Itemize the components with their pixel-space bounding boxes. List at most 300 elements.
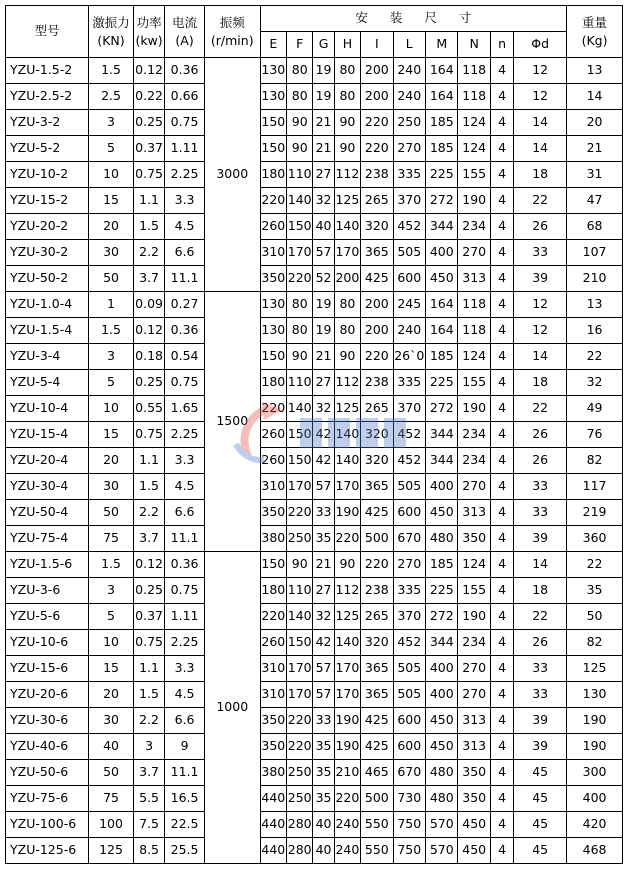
value-cell: 500 — [361, 786, 393, 812]
value-cell: 15 — [89, 656, 134, 682]
value-cell: 4 — [490, 84, 513, 110]
value-cell: 4 — [490, 58, 513, 84]
model-cell: YZU-15-4 — [6, 422, 89, 448]
value-cell: 140 — [334, 214, 360, 240]
value-cell: 90 — [334, 552, 360, 578]
value-cell: 270 — [458, 682, 490, 708]
value-cell: 219 — [567, 500, 623, 526]
value-cell: 180 — [260, 578, 286, 604]
value-cell: 0.75 — [133, 162, 164, 188]
value-cell: 90 — [334, 344, 360, 370]
value-cell: 164 — [426, 292, 458, 318]
value-cell: 220 — [260, 188, 286, 214]
value-cell: 1.5 — [89, 552, 134, 578]
value-cell: 57 — [313, 656, 334, 682]
value-cell: 200 — [361, 58, 393, 84]
value-cell: 4 — [490, 396, 513, 422]
value-cell: 75 — [89, 786, 134, 812]
value-cell: 170 — [287, 656, 313, 682]
value-cell: 1.11 — [165, 604, 205, 630]
value-cell: 124 — [458, 552, 490, 578]
value-cell: 164 — [426, 84, 458, 110]
value-cell: 0.75 — [165, 578, 205, 604]
value-cell: 20 — [89, 682, 134, 708]
value-cell: 0.12 — [133, 552, 164, 578]
value-cell: 19 — [313, 84, 334, 110]
value-cell: 190 — [334, 708, 360, 734]
value-cell: 80 — [287, 58, 313, 84]
value-cell: 0.36 — [165, 318, 205, 344]
value-cell: 170 — [334, 240, 360, 266]
value-cell: 450 — [426, 500, 458, 526]
value-cell: 27 — [313, 578, 334, 604]
model-cell: YZU-20-2 — [6, 214, 89, 240]
value-cell: 9 — [165, 734, 205, 760]
value-cell: 26 — [514, 448, 567, 474]
value-cell: 13 — [567, 58, 623, 84]
value-cell: 15 — [89, 422, 134, 448]
value-cell: 3.7 — [133, 526, 164, 552]
value-cell: 12 — [514, 292, 567, 318]
value-cell: 0.37 — [133, 136, 164, 162]
spec-table — [5, 5, 623, 864]
value-cell: 220 — [287, 734, 313, 760]
value-cell: 450 — [426, 708, 458, 734]
value-cell: 12 — [514, 318, 567, 344]
value-cell: 16 — [567, 318, 623, 344]
value-cell: 3.3 — [165, 188, 205, 214]
table-row — [6, 474, 623, 500]
value-cell: 80 — [334, 318, 360, 344]
value-cell: 42 — [313, 630, 334, 656]
value-cell: 2.2 — [133, 240, 164, 266]
value-cell: 365 — [361, 656, 393, 682]
model-cell: YZU-10-6 — [6, 630, 89, 656]
value-cell: 90 — [334, 110, 360, 136]
value-cell: 0.27 — [165, 292, 205, 318]
value-cell: 4 — [490, 422, 513, 448]
value-cell: 0.09 — [133, 292, 164, 318]
value-cell: 272 — [426, 188, 458, 214]
value-cell: 0.36 — [165, 58, 205, 84]
value-cell: 18 — [514, 370, 567, 396]
table-row — [6, 630, 623, 656]
value-cell: 260 — [260, 630, 286, 656]
value-cell: 370 — [393, 188, 425, 214]
value-cell: 2.5 — [89, 84, 134, 110]
value-cell: 670 — [393, 526, 425, 552]
power-header: 功率 (kw) — [133, 6, 164, 58]
value-cell: 68 — [567, 214, 623, 240]
header-row-1 — [6, 6, 623, 32]
value-cell: 190 — [458, 396, 490, 422]
value-cell: 11.1 — [165, 760, 205, 786]
value-cell: 14 — [514, 136, 567, 162]
value-cell: 19 — [313, 318, 334, 344]
value-cell: 170 — [334, 682, 360, 708]
model-cell: YZU-125-6 — [6, 838, 89, 864]
value-cell: 270 — [393, 136, 425, 162]
value-cell: 80 — [334, 292, 360, 318]
value-cell: 112 — [334, 578, 360, 604]
value-cell: 220 — [361, 136, 393, 162]
value-cell: 425 — [361, 500, 393, 526]
value-cell: 505 — [393, 240, 425, 266]
value-cell: 150 — [287, 422, 313, 448]
model-header: 型号 — [6, 6, 89, 58]
value-cell: 240 — [393, 84, 425, 110]
value-cell: 35 — [313, 734, 334, 760]
value-cell: 440 — [260, 812, 286, 838]
value-cell: 82 — [567, 448, 623, 474]
dim-header: L — [393, 32, 425, 58]
value-cell: 140 — [287, 188, 313, 214]
value-cell: 344 — [426, 448, 458, 474]
value-cell: 240 — [334, 838, 360, 864]
freq-cell: 3000 — [204, 58, 260, 292]
value-cell: 110 — [287, 578, 313, 604]
value-cell: 320 — [361, 448, 393, 474]
value-cell: 200 — [361, 292, 393, 318]
value-cell: 3 — [89, 344, 134, 370]
value-cell: 13 — [567, 292, 623, 318]
value-cell: 220 — [287, 266, 313, 292]
freq-cell: 1500 — [204, 292, 260, 552]
value-cell: 117 — [567, 474, 623, 500]
value-cell: 320 — [361, 630, 393, 656]
table-row — [6, 812, 623, 838]
value-cell: 6.6 — [165, 708, 205, 734]
value-cell: 245 — [393, 292, 425, 318]
value-cell: 118 — [458, 318, 490, 344]
value-cell: 40 — [313, 214, 334, 240]
value-cell: 350 — [260, 266, 286, 292]
value-cell: 370 — [393, 396, 425, 422]
value-cell: 35 — [313, 526, 334, 552]
value-cell: 4 — [490, 318, 513, 344]
table-row — [6, 188, 623, 214]
value-cell: 45 — [514, 760, 567, 786]
value-cell: 0.36 — [165, 552, 205, 578]
value-cell: 11.1 — [165, 526, 205, 552]
table-row — [6, 344, 623, 370]
value-cell: 5 — [89, 370, 134, 396]
value-cell: 33 — [313, 500, 334, 526]
model-cell: YZU-40-6 — [6, 734, 89, 760]
value-cell: 1.1 — [133, 656, 164, 682]
value-cell: 14 — [514, 552, 567, 578]
value-cell: 570 — [426, 838, 458, 864]
value-cell: 35 — [313, 760, 334, 786]
value-cell: 1.5 — [89, 58, 134, 84]
value-cell: 0.55 — [133, 396, 164, 422]
value-cell: 200 — [361, 318, 393, 344]
value-cell: 19 — [313, 292, 334, 318]
value-cell: 35 — [313, 786, 334, 812]
value-cell: 420 — [567, 812, 623, 838]
value-cell: 4 — [490, 786, 513, 812]
model-cell: YZU-3-4 — [6, 344, 89, 370]
spec-body — [6, 58, 623, 864]
value-cell: 313 — [458, 266, 490, 292]
value-cell: 150 — [260, 344, 286, 370]
value-cell: 425 — [361, 734, 393, 760]
model-cell: YZU-5-4 — [6, 370, 89, 396]
table-row — [6, 266, 623, 292]
value-cell: 6.6 — [165, 500, 205, 526]
value-cell: 3 — [89, 578, 134, 604]
value-cell: 320 — [361, 422, 393, 448]
value-cell: 42 — [313, 422, 334, 448]
value-cell: 250 — [287, 760, 313, 786]
value-cell: 14 — [514, 110, 567, 136]
value-cell: 118 — [458, 292, 490, 318]
value-cell: 4 — [490, 370, 513, 396]
value-cell: 170 — [334, 474, 360, 500]
dim-header: F — [287, 32, 313, 58]
table-row — [6, 370, 623, 396]
model-cell: YZU-3-2 — [6, 110, 89, 136]
value-cell: 125 — [334, 188, 360, 214]
value-cell: 124 — [458, 136, 490, 162]
value-cell: 370 — [393, 604, 425, 630]
value-cell: 220 — [361, 552, 393, 578]
value-cell: 3.3 — [165, 448, 205, 474]
value-cell: 2.2 — [133, 500, 164, 526]
value-cell: 0.66 — [165, 84, 205, 110]
table-row — [6, 84, 623, 110]
value-cell: 18 — [514, 162, 567, 188]
model-cell: YZU-50-6 — [6, 760, 89, 786]
value-cell: 45 — [514, 786, 567, 812]
table-row — [6, 136, 623, 162]
value-cell: 450 — [426, 734, 458, 760]
value-cell: 310 — [260, 474, 286, 500]
value-cell: 25.5 — [165, 838, 205, 864]
table-row — [6, 162, 623, 188]
value-cell: 344 — [426, 422, 458, 448]
value-cell: 150 — [260, 552, 286, 578]
value-cell: 21 — [313, 552, 334, 578]
value-cell: 468 — [567, 838, 623, 864]
dim-header: E — [260, 32, 286, 58]
value-cell: 125 — [89, 838, 134, 864]
value-cell: 31 — [567, 162, 623, 188]
model-cell: YZU-50-2 — [6, 266, 89, 292]
dim-header: I — [361, 32, 393, 58]
value-cell: 320 — [361, 214, 393, 240]
value-cell: 465 — [361, 760, 393, 786]
value-cell: 600 — [393, 734, 425, 760]
value-cell: 7.5 — [133, 812, 164, 838]
value-cell: 425 — [361, 266, 393, 292]
value-cell: 600 — [393, 266, 425, 292]
table-row — [6, 760, 623, 786]
value-cell: 80 — [334, 58, 360, 84]
value-cell: 32 — [567, 370, 623, 396]
value-cell: 440 — [260, 786, 286, 812]
value-cell: 4 — [490, 708, 513, 734]
value-cell: 4.5 — [165, 474, 205, 500]
table-row — [6, 708, 623, 734]
model-cell: YZU-10-2 — [6, 162, 89, 188]
value-cell: 90 — [287, 552, 313, 578]
table-row — [6, 656, 623, 682]
value-cell: 313 — [458, 708, 490, 734]
value-cell: 600 — [393, 708, 425, 734]
value-cell: 4 — [490, 760, 513, 786]
value-cell: 4 — [490, 734, 513, 760]
value-cell: 140 — [287, 396, 313, 422]
value-cell: 300 — [567, 760, 623, 786]
value-cell: 0.12 — [133, 58, 164, 84]
value-cell: 550 — [361, 838, 393, 864]
value-cell: 4 — [490, 656, 513, 682]
model-cell: YZU-20-4 — [6, 448, 89, 474]
value-cell: 400 — [426, 682, 458, 708]
value-cell: 118 — [458, 58, 490, 84]
model-cell: YZU-1.5-2 — [6, 58, 89, 84]
table-row — [6, 500, 623, 526]
model-cell: YZU-5-6 — [6, 604, 89, 630]
value-cell: 0.18 — [133, 344, 164, 370]
table-row — [6, 786, 623, 812]
value-cell: 220 — [361, 110, 393, 136]
value-cell: 14 — [514, 344, 567, 370]
value-cell: 8.5 — [133, 838, 164, 864]
value-cell: 750 — [393, 838, 425, 864]
value-cell: 4 — [490, 838, 513, 864]
value-cell: 380 — [260, 760, 286, 786]
value-cell: 365 — [361, 474, 393, 500]
value-cell: 42 — [313, 448, 334, 474]
value-cell: 270 — [458, 240, 490, 266]
value-cell: 45 — [514, 812, 567, 838]
value-cell: 265 — [361, 188, 393, 214]
value-cell: 4 — [490, 474, 513, 500]
value-cell: 225 — [426, 578, 458, 604]
value-cell: 20 — [89, 448, 134, 474]
value-cell: 107 — [567, 240, 623, 266]
value-cell: 150 — [260, 136, 286, 162]
value-cell: 452 — [393, 214, 425, 240]
value-cell: 190 — [567, 734, 623, 760]
value-cell: 130 — [260, 58, 286, 84]
value-cell: 505 — [393, 656, 425, 682]
value-cell: 15 — [89, 188, 134, 214]
value-cell: 335 — [393, 162, 425, 188]
table-row — [6, 318, 623, 344]
value-cell: 12 — [514, 58, 567, 84]
value-cell: 185 — [426, 136, 458, 162]
table-row — [6, 526, 623, 552]
value-cell: 27 — [313, 162, 334, 188]
value-cell: 39 — [514, 266, 567, 292]
value-cell: 400 — [426, 240, 458, 266]
value-cell: 140 — [334, 422, 360, 448]
value-cell: 0.22 — [133, 84, 164, 110]
value-cell: 0.75 — [165, 370, 205, 396]
value-cell: 12 — [514, 84, 567, 110]
model-cell: YZU-3-6 — [6, 578, 89, 604]
value-cell: 110 — [287, 162, 313, 188]
value-cell: 270 — [458, 656, 490, 682]
value-cell: 272 — [426, 604, 458, 630]
value-cell: 272 — [426, 396, 458, 422]
value-cell: 16.5 — [165, 786, 205, 812]
value-cell: 1.5 — [133, 474, 164, 500]
table-row — [6, 604, 623, 630]
value-cell: 26 — [514, 214, 567, 240]
value-cell: 4 — [490, 630, 513, 656]
value-cell: 234 — [458, 422, 490, 448]
value-cell: 234 — [458, 214, 490, 240]
value-cell: 185 — [426, 110, 458, 136]
value-cell: 33 — [313, 708, 334, 734]
value-cell: 4 — [490, 292, 513, 318]
dim-header: N — [458, 32, 490, 58]
value-cell: 2.2 — [133, 708, 164, 734]
value-cell: 344 — [426, 214, 458, 240]
value-cell: 22 — [567, 344, 623, 370]
value-cell: 220 — [260, 604, 286, 630]
value-cell: 57 — [313, 474, 334, 500]
model-cell: YZU-75-4 — [6, 526, 89, 552]
table-row — [6, 292, 623, 318]
value-cell: 310 — [260, 682, 286, 708]
value-cell: 112 — [334, 370, 360, 396]
value-cell: 190 — [458, 604, 490, 630]
value-cell: 190 — [567, 708, 623, 734]
value-cell: 4 — [490, 500, 513, 526]
value-cell: 425 — [361, 708, 393, 734]
model-cell: YZU-50-4 — [6, 500, 89, 526]
value-cell: 210 — [567, 266, 623, 292]
value-cell: 155 — [458, 162, 490, 188]
value-cell: 210 — [334, 760, 360, 786]
value-cell: 76 — [567, 422, 623, 448]
value-cell: 150 — [287, 214, 313, 240]
value-cell: 350 — [458, 786, 490, 812]
value-cell: 27 — [313, 370, 334, 396]
value-cell: 1.65 — [165, 396, 205, 422]
value-cell: 155 — [458, 578, 490, 604]
value-cell: 4 — [490, 344, 513, 370]
freq-cell: 1000 — [204, 552, 260, 864]
value-cell: 5.5 — [133, 786, 164, 812]
value-cell: 110 — [287, 370, 313, 396]
value-cell: 80 — [287, 84, 313, 110]
value-cell: 225 — [426, 162, 458, 188]
value-cell: 1.5 — [133, 682, 164, 708]
value-cell: 450 — [458, 838, 490, 864]
value-cell: 250 — [287, 786, 313, 812]
value-cell: 480 — [426, 786, 458, 812]
value-cell: 220 — [334, 786, 360, 812]
model-cell: YZU-2.5-2 — [6, 84, 89, 110]
value-cell: 50 — [89, 266, 134, 292]
value-cell: 260 — [260, 422, 286, 448]
value-cell: 250 — [393, 110, 425, 136]
value-cell: 280 — [287, 812, 313, 838]
value-cell: 250 — [287, 526, 313, 552]
value-cell: 1.11 — [165, 136, 205, 162]
value-cell: 21 — [313, 344, 334, 370]
model-cell: YZU-1.0-4 — [6, 292, 89, 318]
value-cell: 52 — [313, 266, 334, 292]
value-cell: 185 — [426, 552, 458, 578]
value-cell: 180 — [260, 162, 286, 188]
